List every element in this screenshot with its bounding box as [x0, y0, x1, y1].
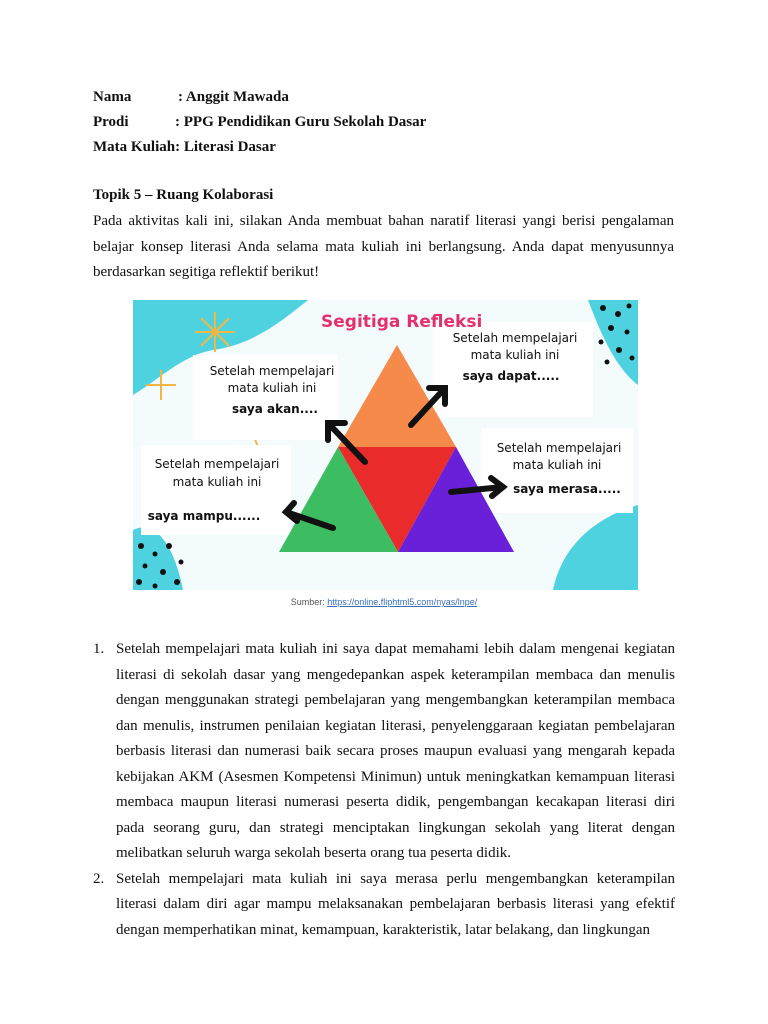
mata-kuliah-row — [93, 137, 276, 157]
reflection-list — [93, 637, 675, 943]
note-akan-line3: saya akan.... — [232, 402, 318, 416]
list-item-number: 2. — [93, 870, 105, 887]
list-item — [93, 867, 675, 944]
note-merasa-line2: mata kuliah ini — [512, 458, 602, 472]
prodi-row — [93, 112, 427, 132]
list-item-number: 1. — [93, 641, 105, 657]
intro-paragraph: Pada aktivitas kali ini, silakan Anda membuat bahan naratif literasi yangi berisi pengalaman belajar konsep literasi Anda selama mata kuliah ini berlangsung. Anda dapat menyusunnya berdasarkan segitiga reflektif berikut! — [93, 213, 674, 280]
mata-kuliah-text: Mata Kuliah: Literasi Dasar — [93, 139, 276, 155]
topic-heading: Topik 5 – Ruang Kolaborasi — [93, 187, 274, 203]
note-akan-line2: mata kuliah ini — [227, 381, 317, 395]
prodi-value: : PPG Pendidikan Guru Sekolah Dasar — [175, 114, 427, 130]
list-item-text: Setelah mempelajari mata kuliah ini saya dapat memahami lebih dalam mengenai kegiatan literasi di sekolah dasar yang mengedepankan aspek keterampilan membaca dan menulis dengan menggunakan strategi pembelajaran yang mengembangkan keterampilan membaca dan menulis, instrumen penilaian kegiatan literasi, penyelenggaraan kegiatan pembelajaran berbasis literasi dan numerasi baik secara proses maupun evaluasi yang mengarah kepada kebijakan AKM (Asesmen Kompetensi Minimun) untuk meningkatkan kemampuan literasi membaca maupun literasi numerasi peserta didik, pengembangan kecakapan literasi diri pada seorang guru, dan strategi menciptakan lingkungan sekolah yang literat dengan melibatkan seluruh warga sekolah beserta orang tua peserta didik. — [116, 641, 675, 861]
source-link[interactable]: https://online.fliphtml5.com/nyas/lnpe/ — [327, 597, 478, 607]
note-dapat-line2: mata kuliah ini — [470, 348, 560, 362]
reflection-triangle-figure — [133, 300, 638, 590]
note-akan-line1: Setelah mempelajari — [209, 364, 335, 378]
figure-title: Segitiga Refleksi — [321, 312, 483, 332]
nama-row — [93, 87, 289, 107]
source-label: Sumber: — [290, 597, 328, 607]
figure-source — [0, 597, 768, 607]
list-item — [93, 637, 675, 867]
teal-blob-bottom-right — [553, 505, 638, 590]
note-dapat-line3: saya dapat..... — [462, 369, 560, 383]
nama-label: Nama — [93, 89, 132, 105]
note-dapat-line1: Setelah mempelajari — [452, 331, 578, 345]
note-mampu-line2: mata kuliah ini — [172, 475, 262, 489]
note-mampu-line1: Setelah mempelajari — [154, 457, 280, 471]
list-item-text: Setelah mempelajari mata kuliah ini saya merasa perlu mengembangkan keterampilan literasi dalam diri agar mampu melaksanakan pembelajaran berbasis literasi yang efektif dengan memperhatikan minat, kemampuan, karakteristik, latar belakang, dan lingkungan — [116, 870, 675, 938]
teal-blob-top-right — [588, 300, 638, 385]
note-mampu-line3: saya mampu...... — [147, 509, 261, 523]
note-merasa-line3: saya merasa..... — [513, 482, 621, 496]
nama-value: : Anggit Mawada — [178, 89, 289, 105]
prodi-label: Prodi — [93, 114, 129, 130]
note-merasa-line1: Setelah mempelajari — [496, 441, 622, 455]
